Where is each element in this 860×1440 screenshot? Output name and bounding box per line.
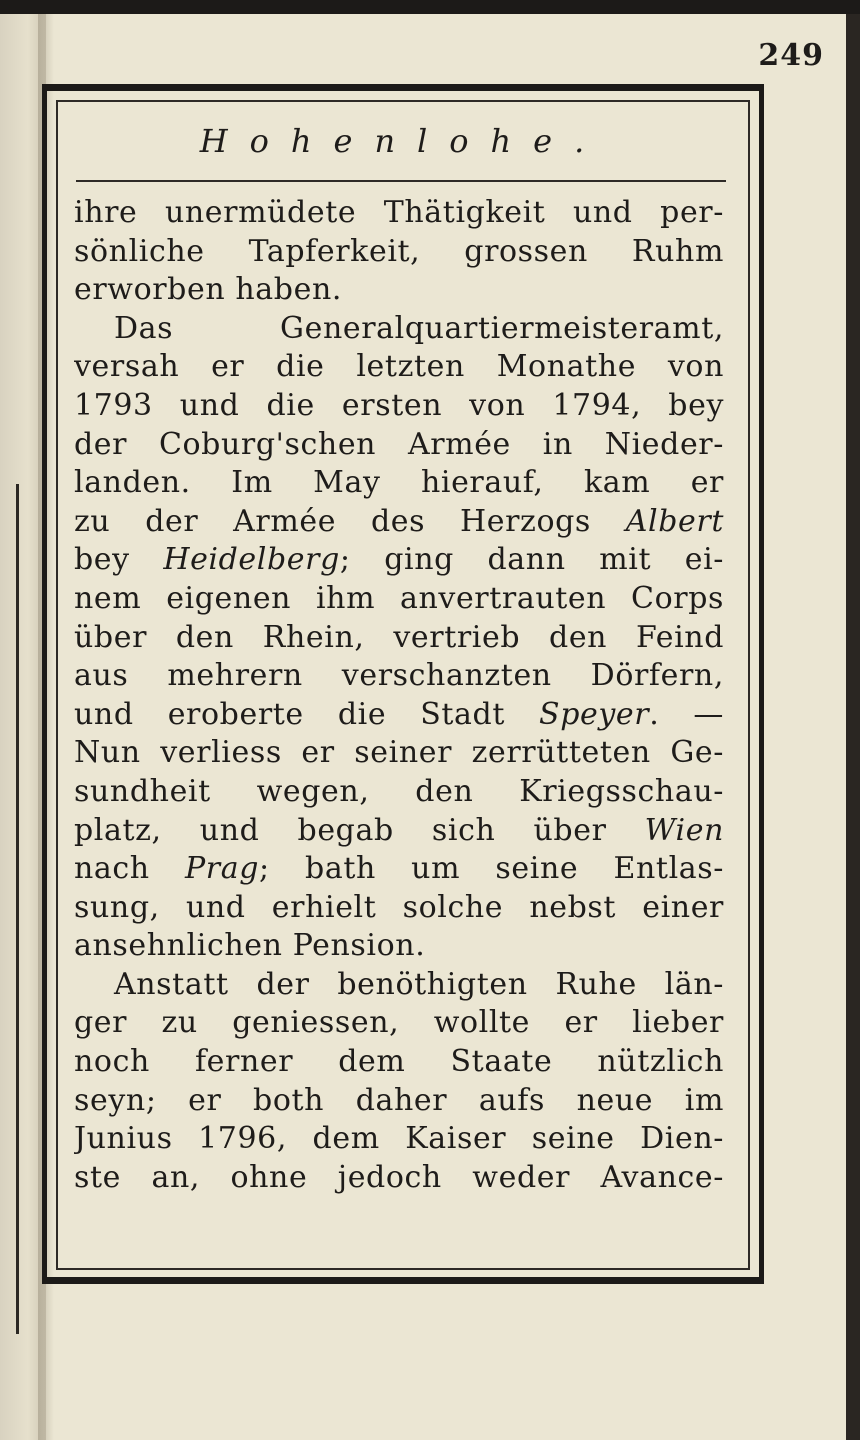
text-line: versah er die letzten Monathe von	[74, 349, 724, 385]
text-line: landen. Im May hierauf, kam er	[74, 465, 724, 501]
place-name: Heidelberg	[163, 542, 340, 578]
facing-page-frame-edge	[0, 484, 19, 1334]
text-line: und eroberte die Stadt Speyer. —	[74, 696, 724, 732]
text-line: seyn; er both daher aufs neue im	[74, 1082, 724, 1118]
place-name: Prag	[185, 851, 260, 887]
place-name: Speyer	[539, 696, 650, 732]
text-line: noch ferner dem Staate nützlich	[74, 1044, 724, 1080]
place-name: Wien	[644, 812, 724, 848]
text-line: Das Generalquartiermeisteramt,	[114, 310, 724, 346]
text-line: nem eigenen ihm anvertrauten Corps	[74, 580, 724, 616]
text-line: der Coburg'schen Armée in Nieder-	[74, 426, 724, 462]
text-line: nach Prag; bath um seine Entlas-	[74, 851, 724, 887]
text-line: bey Heidelberg; ging dann mit ei-	[74, 542, 724, 578]
text-line: erworben haben.	[74, 272, 343, 308]
text-line: Anstatt der benöthigten Ruhe län-	[114, 966, 724, 1002]
running-head: Hohenlohe.	[199, 122, 607, 160]
page-number: 249	[758, 38, 824, 73]
text-line: über den Rhein, vertrieb den Feind	[74, 619, 724, 655]
text-line: ger zu geniessen, wollte er lieber	[74, 1005, 724, 1041]
text-line: 1793 und die ersten von 1794, bey	[74, 387, 724, 423]
person-name: Albert	[625, 503, 724, 539]
text-line: Nun verliess er seiner zerrütteten Ge-	[74, 735, 724, 771]
text-line: ansehnlichen Pension.	[74, 928, 426, 964]
text-line: platz, und begab sich über Wien	[74, 812, 724, 848]
text-line: sönliche Tapferkeit, grossen Ruhm	[74, 233, 724, 269]
text-line: ste an, ohne jedoch weder Avance-	[74, 1159, 724, 1195]
text-line: Junius 1796, dem Kaiser seine Dien-	[74, 1121, 724, 1157]
text-line: sung, und erhielt solche nebst einer	[74, 889, 724, 925]
text-line: ihre unermüdete Thätigkeit und per-	[74, 195, 724, 230]
text-line: aus mehrern verschanzten Dörfern,	[74, 658, 724, 694]
scan-right-edge	[846, 14, 860, 1440]
text-line: zu der Armée des Herzogs Albert	[74, 503, 724, 539]
scan-top-edge	[0, 0, 860, 14]
text-line: sundheit wegen, den Kriegsschau-	[74, 773, 724, 809]
body-text	[74, 194, 724, 1197]
header-rule	[76, 180, 726, 182]
